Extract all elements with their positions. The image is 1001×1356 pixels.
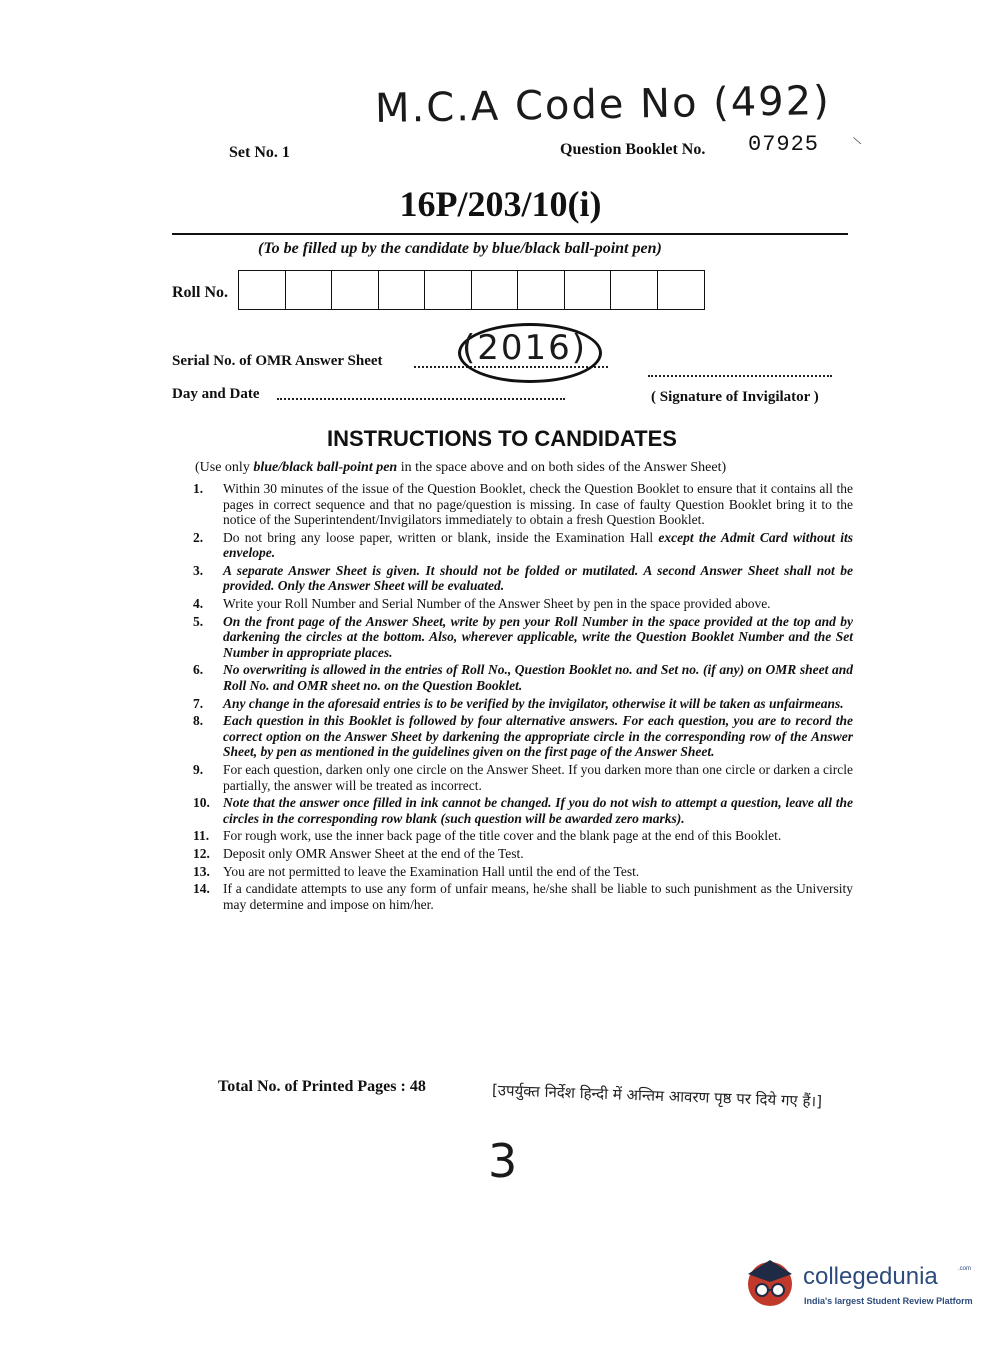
pen-mark: \	[852, 134, 864, 150]
handwritten-title: M.C.A Code No (492)	[374, 78, 832, 132]
instruction-emphasis: No overwriting is allowed in the entries of Roll No., Question Booklet no. and Set no. (if any) on OMR sheet and Roll No. and OMR sheet no. on the Question Booklet.	[223, 662, 853, 693]
total-pages: Total No. of Printed Pages : 48	[218, 1078, 426, 1095]
fill-instruction: (To be filled up by the candidate by blue/black ball-point pen)	[258, 240, 662, 257]
instruction-text	[223, 563, 853, 594]
instruction-item	[193, 828, 853, 844]
instruction-plain-text: For each question, darken only one circle on the Answer Sheet. If you darken more than one circle or darken a circle partially, the answer will be treated as incorrect.	[223, 762, 853, 793]
roll-no-box[interactable]	[565, 271, 612, 309]
divider	[172, 233, 848, 235]
instruction-item	[193, 662, 853, 693]
instruction-item	[193, 762, 853, 793]
instruction-number: 12.	[193, 846, 210, 862]
roll-no-label: Roll No.	[172, 284, 228, 301]
instruction-number: 8.	[193, 713, 204, 729]
instruction-text	[223, 828, 853, 844]
instruction-number: 6.	[193, 662, 204, 678]
intro-prefix: (Use only	[195, 460, 250, 475]
instruction-item	[193, 596, 853, 612]
instructions-heading: INSTRUCTIONS TO CANDIDATES	[327, 426, 677, 451]
intro-suffix: in the space above and on both sides of the Answer Sheet)	[400, 460, 727, 475]
invigilator-signature-field[interactable]	[648, 375, 832, 377]
instruction-number: 2.	[193, 529, 204, 545]
instruction-text	[223, 696, 853, 712]
instruction-number: 10.	[193, 795, 210, 811]
instruction-text	[223, 614, 853, 661]
instructions-intro	[195, 460, 726, 476]
instruction-plain-text: If a candidate attempts to use any form of unfair means, he/she shall be liable to such punishment as the University may determine and impose on him/her.	[223, 881, 853, 912]
instruction-plain-text: Do not bring any loose paper, written or blank, inside the Examination Hall	[223, 529, 654, 545]
roll-no-box[interactable]	[658, 271, 705, 309]
instruction-text	[223, 662, 853, 693]
instruction-number: 1.	[193, 481, 204, 496]
serial-no-label: Serial No. of OMR Answer Sheet	[172, 353, 383, 369]
instruction-item	[193, 864, 853, 880]
roll-no-box[interactable]	[286, 271, 333, 309]
instruction-plain-text: Write your Roll Number and Serial Number of the Answer Sheet by pen in the space provided above.	[223, 596, 771, 612]
instruction-item	[193, 846, 853, 862]
instruction-plain-text: For rough work, use the inner back page of the title cover and the blank page at the end of this Booklet.	[223, 828, 782, 844]
intro-emphasis: blue/black ball-point pen	[253, 460, 398, 475]
instruction-plain-text: Within 30 minutes of the issue of the Question Booklet, check the Question Booklet to ensure that it contains all the pages in correct sequence and that no page/question is missing. In case of faulty Question Booklet bring it to the notice of the Superintendent/Invigilators immediately to obtain a fresh Question Booklet.	[223, 481, 853, 527]
instruction-item	[193, 481, 853, 528]
brand-tagline: India's largest Student Review Platform	[804, 1296, 973, 1306]
instruction-plain-text: Deposit only OMR Answer Sheet at the end of the Test.	[223, 846, 524, 862]
instruction-text	[223, 881, 853, 912]
instruction-item	[193, 563, 853, 594]
set-number: Set No. 1	[229, 144, 290, 161]
instruction-plain-text: You are not permitted to leave the Examination Hall until the end of the Test.	[223, 863, 640, 879]
roll-no-box[interactable]	[611, 271, 658, 309]
instructions-list	[193, 481, 853, 915]
instruction-emphasis: except the Admit Card without its envelope.	[223, 529, 854, 561]
day-date-label: Day and Date	[172, 386, 260, 402]
paper-code: 16P/203/10(i)	[399, 184, 602, 224]
roll-no-box[interactable]	[425, 271, 472, 309]
instruction-item	[193, 713, 853, 760]
instruction-number: 4.	[193, 596, 204, 612]
instruction-number: 7.	[193, 695, 204, 711]
instruction-item	[193, 614, 853, 661]
roll-no-box[interactable]	[239, 271, 286, 309]
instruction-number: 13.	[193, 863, 210, 879]
instruction-text	[223, 713, 853, 760]
instruction-emphasis: A separate Answer Sheet is given. It should not be folded or mutilated. A second Answer Sheet shall not be provided. Only the Answer Sheet will be evaluated.	[223, 562, 853, 594]
instruction-text	[223, 481, 853, 528]
roll-no-box[interactable]	[379, 271, 426, 309]
brand-suffix: .com	[958, 1266, 972, 1272]
roll-no-box[interactable]	[332, 271, 379, 309]
hindi-note: [उपर्युक्त निर्देश हिन्दी में अन्तिम आवरण पृष्ठ पर दिये गए हैं।]	[491, 1081, 823, 1111]
instruction-emphasis: On the front page of the Answer Sheet, write by pen your Roll Number in the space provided at the top and by darkening the circles at the bottom. Also, wherever applicable, write the Question Booklet Number and the Set Number in appropriate places.	[223, 613, 853, 660]
instruction-text	[223, 530, 853, 561]
instruction-item	[193, 530, 853, 561]
page-mark: 3	[488, 1134, 520, 1188]
instruction-text	[223, 864, 853, 880]
day-date-field[interactable]	[277, 398, 565, 400]
instruction-item	[193, 881, 853, 912]
instruction-number: 5.	[193, 613, 204, 629]
instruction-emphasis: Any change in the aforesaid entries is to be verified by the invigilator, otherwise it will be taken as unfairmeans.	[223, 695, 844, 711]
instruction-item	[193, 696, 853, 712]
instruction-number: 9.	[193, 762, 204, 777]
roll-no-boxes[interactable]	[238, 270, 705, 310]
instruction-emphasis: Note that the answer once filled in ink cannot be changed. If you do not wish to attempt a question, leave all the circles in the corresponding row blank (such question will be awarded zero marks).	[223, 795, 853, 826]
question-booklet-label: Question Booklet No.	[560, 141, 706, 158]
instruction-text	[223, 762, 853, 793]
instruction-number: 11.	[193, 828, 210, 844]
brand-name: collegedunia	[803, 1263, 938, 1290]
instruction-text	[223, 795, 853, 826]
instruction-text	[223, 596, 853, 612]
invigilator-label: ( Signature of Invigilator )	[651, 389, 819, 405]
question-booklet-number: 07925	[748, 132, 820, 157]
instruction-item	[193, 795, 853, 826]
instruction-number: 3.	[193, 562, 204, 578]
roll-no-box[interactable]	[518, 271, 565, 309]
instruction-number: 14.	[193, 881, 210, 897]
instruction-emphasis: Each question in this Booklet is followed by four alternative answers. For each question, you are to record the correct option on the Answer Sheet by darkening the appropriate circle in the corresponding row of the Answer Sheet, by pen as mentioned in the guidelines given on the first page of the Answer Sheet.	[223, 713, 853, 760]
serial-handwritten: (2016)	[462, 328, 588, 368]
instruction-text	[223, 846, 853, 862]
roll-no-box[interactable]	[472, 271, 519, 309]
